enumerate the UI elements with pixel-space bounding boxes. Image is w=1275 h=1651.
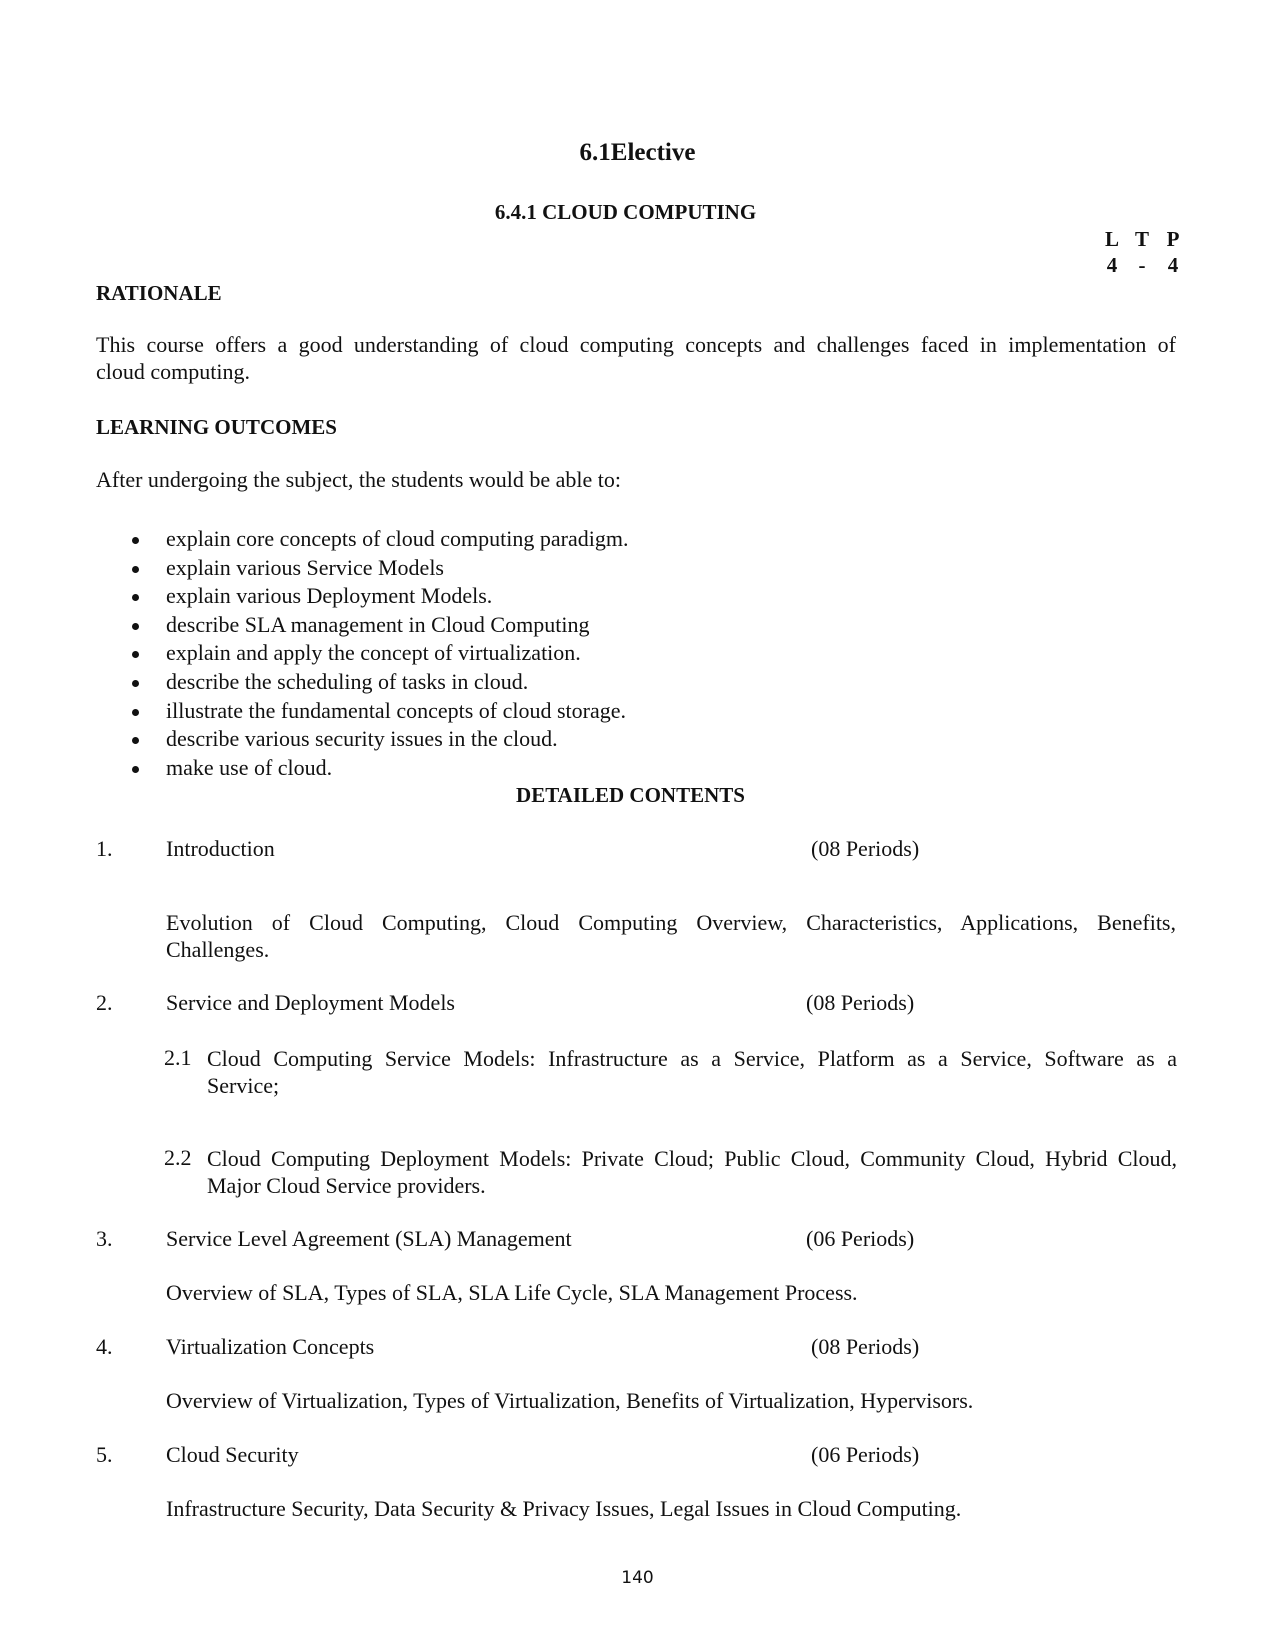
list-item: explain core concepts of cloud computing paradigm. — [127, 525, 628, 554]
subsection-line-1: Cloud Computing Service Models: Infrastructure as a Service, Platform as a Service, Software as a — [207, 1046, 1177, 1071]
bullet-icon — [132, 594, 139, 601]
bullet-icon — [132, 709, 139, 716]
rationale-heading: RATIONALE — [96, 281, 222, 305]
detailed-contents-heading: DETAILED CONTENTS — [516, 783, 745, 807]
section-body-line-2: Challenges. — [166, 937, 270, 962]
rationale-line-2: cloud computing. — [96, 359, 250, 384]
section-periods: (06 Periods) — [811, 1442, 920, 1467]
list-item: describe various security issues in the cloud. — [127, 725, 628, 754]
section-body: Overview of Virtualization, Types of Virtualization, Benefits of Virtualization, Hypervisors. — [166, 1388, 974, 1413]
section-periods: (08 Periods) — [806, 990, 915, 1015]
rationale-line-1: This course offers a good understanding of cloud computing concepts and challenges faced in implementation of — [96, 332, 1176, 357]
section-title: Virtualization Concepts — [166, 1334, 375, 1359]
learning-outcomes-intro: After undergoing the subject, the students would be able to: — [96, 467, 622, 492]
bullet-icon — [132, 680, 139, 687]
subsection-line-2: Major Cloud Service providers. — [207, 1173, 486, 1198]
subsection-body — [207, 1145, 1177, 1199]
section-number: 5. — [96, 1442, 113, 1467]
section-title: Introduction — [166, 836, 275, 861]
list-item: describe SLA management in Cloud Computing — [127, 611, 628, 640]
learning-outcomes-heading: LEARNING OUTCOMES — [96, 415, 337, 439]
section-number: 3. — [96, 1226, 113, 1251]
section-body — [166, 909, 1176, 963]
list-item: explain various Deployment Models. — [127, 582, 628, 611]
page-title: 6.1Elective — [579, 139, 696, 166]
section-number: 2. — [96, 990, 113, 1015]
ltp-label-l: L — [1104, 227, 1119, 251]
course-title: 6.4.1 CLOUD COMPUTING — [494, 200, 757, 224]
rationale-text — [96, 331, 1176, 385]
list-item: explain various Service Models — [127, 554, 628, 583]
ltp-value-l: 4 — [1106, 253, 1118, 277]
list-item: describe the scheduling of tasks in cloud. — [127, 668, 628, 697]
section-body: Infrastructure Security, Data Security & Privacy Issues, Legal Issues in Cloud Computing. — [166, 1496, 962, 1521]
ltp-value-t: - — [1138, 253, 1146, 277]
list-item: explain and apply the concept of virtualization. — [127, 639, 628, 668]
section-periods: (08 Periods) — [811, 1334, 920, 1359]
subsection-line-2: Service; — [207, 1073, 280, 1098]
section-body: Overview of SLA, Types of SLA, SLA Life Cycle, SLA Management Process. — [166, 1280, 858, 1305]
subsection-number: 2.1 — [164, 1045, 192, 1070]
list-item: make use of cloud. — [127, 754, 628, 783]
learning-outcomes-list — [127, 525, 628, 782]
subsection-line-1: Cloud Computing Deployment Models: Private Cloud; Public Cloud, Community Cloud, Hybrid Cloud, — [207, 1146, 1177, 1171]
subsection-number: 2.2 — [164, 1145, 192, 1170]
section-periods: (08 Periods) — [811, 836, 920, 861]
section-title: Cloud Security — [166, 1442, 299, 1467]
ltp-label-p: P — [1166, 227, 1180, 251]
section-periods: (06 Periods) — [806, 1226, 915, 1251]
section-number: 4. — [96, 1334, 113, 1359]
list-item: illustrate the fundamental concepts of cloud storage. — [127, 697, 628, 726]
bullet-icon — [132, 766, 139, 773]
section-number: 1. — [96, 836, 113, 861]
bullet-icon — [132, 737, 139, 744]
subsection-body — [207, 1045, 1177, 1099]
section-title: Service Level Agreement (SLA) Management — [166, 1226, 572, 1251]
ltp-label-t: T — [1134, 227, 1149, 251]
bullet-icon — [132, 651, 139, 658]
bullet-icon — [132, 566, 139, 573]
bullet-icon — [132, 537, 139, 544]
ltp-value-p: 4 — [1167, 253, 1179, 277]
section-body-line-1: Evolution of Cloud Computing, Cloud Computing Overview, Characteristics, Applications, Benefits, — [166, 910, 1176, 935]
section-title: Service and Deployment Models — [166, 990, 455, 1015]
bullet-icon — [132, 623, 139, 630]
page-number: 140 — [621, 1568, 654, 1588]
